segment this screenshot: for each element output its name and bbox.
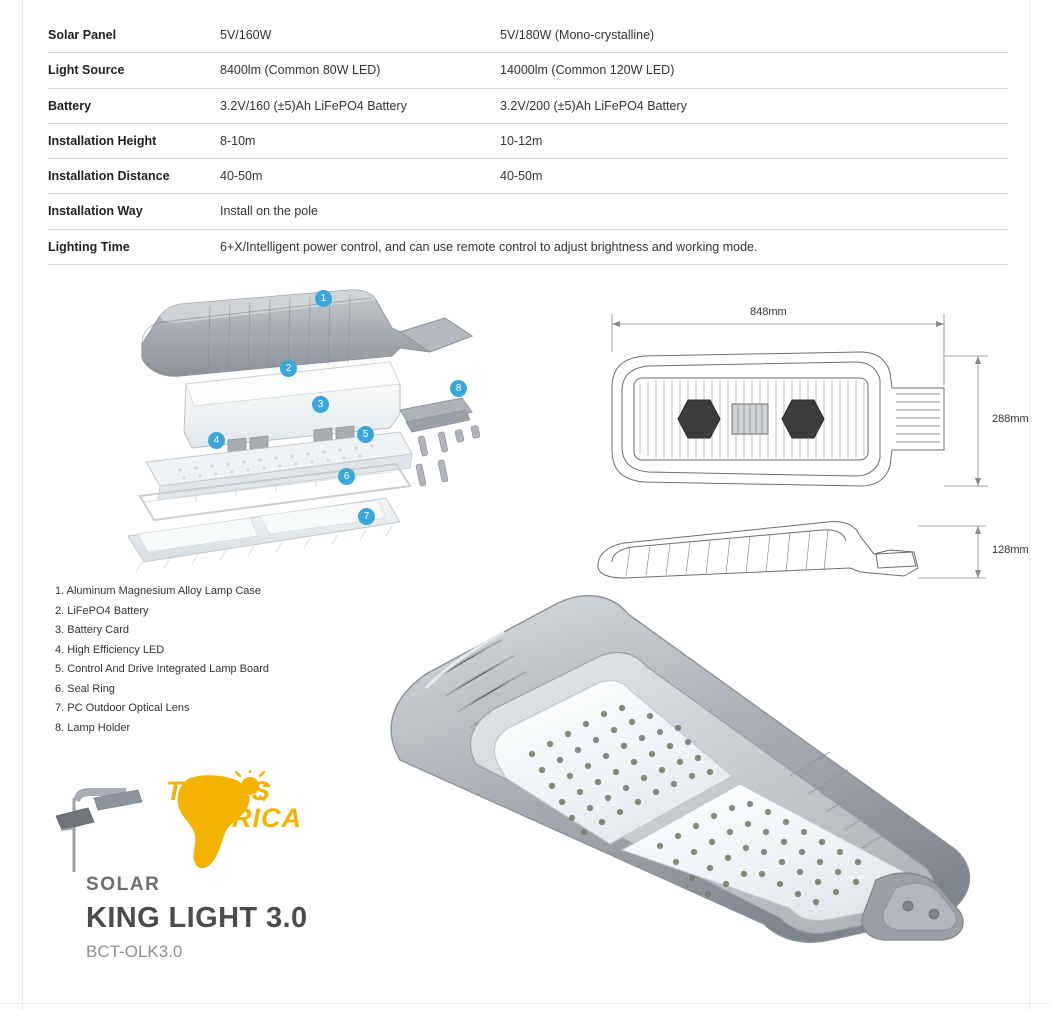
spec-label: Installation Distance [48, 169, 170, 183]
side-view [598, 522, 918, 578]
dimension-depth-label: 128mm [992, 544, 1029, 556]
list-item: 3. Battery Card [55, 624, 129, 636]
table-row [48, 229, 1008, 264]
spec-value-col2: 40-50m [500, 169, 543, 183]
depth-dimension [918, 526, 986, 578]
specification-table [48, 18, 1008, 265]
page-left-rule [22, 0, 23, 1010]
product-photo [360, 588, 1010, 948]
callout-5: 5 [357, 426, 374, 443]
table-row [48, 123, 1008, 158]
lens-detail [678, 400, 824, 438]
spec-value-col2: 14000lm (Common 120W LED) [500, 63, 675, 78]
table-row [48, 194, 1008, 229]
brand-logo [166, 778, 302, 832]
list-item: 6. Seal Ring [55, 682, 115, 695]
part-optical-lens [128, 498, 400, 572]
spec-value-col1: 8-10m [220, 133, 256, 148]
spec-value-col1: 8400lm (Common 80W LED) [220, 63, 381, 78]
spec-label: Light Source [48, 63, 125, 78]
dimension-drawings [560, 300, 1030, 600]
exploded-diagram [100, 272, 500, 572]
spec-value-col1: 3.2V/160 (±5)Ah LiFePO4 Battery [220, 98, 407, 113]
width-dimension [612, 314, 944, 386]
list-item: 5. Control And Drive Integrated Lamp Board [55, 663, 270, 675]
product-photo-svg [360, 588, 1010, 948]
dimension-height-label: 288mm [992, 413, 1029, 425]
list-item: 1. Aluminum Magnesium Alloy Lamp Case [55, 585, 262, 597]
brand-logo-line2: AFRICA [194, 803, 302, 833]
table-row [48, 18, 1008, 53]
table-row [48, 53, 1008, 88]
brand-logo-line1: TAKO'S [166, 776, 271, 806]
street-lamp-icon [48, 780, 158, 876]
spec-value-col2: 3.2V/200 (±5)Ah LiFePO4 Battery [500, 98, 687, 113]
list-item: 2. LiFePO4 Battery [55, 604, 149, 617]
spec-value-col1: 5V/160W [220, 28, 272, 42]
spec-value-col2: 10-12m [500, 133, 543, 148]
spec-value-col1: 40-50m [220, 169, 263, 183]
part-lamp-case [142, 290, 472, 376]
list-item: 4. High Efficiency LED [55, 643, 165, 656]
spec-label: Battery [48, 98, 92, 113]
dimension-width-label: 848mm [750, 306, 787, 318]
height-dimension [944, 356, 988, 486]
callout-3: 3 [312, 396, 329, 413]
spec-label: Installation Height [48, 133, 157, 148]
product-category: SOLAR [86, 874, 161, 895]
part-screws [416, 425, 480, 486]
parts-legend [55, 582, 385, 738]
spec-label: Solar Panel [48, 28, 117, 42]
spec-value-col2: 5V/180W (Mono-crystalline) [500, 28, 655, 42]
table-row [48, 159, 1008, 194]
table-row [48, 88, 1008, 123]
callout-8: 8 [450, 380, 467, 397]
callout-1: 1 [315, 290, 332, 307]
callout-4: 4 [208, 432, 225, 449]
product-name: KING LIGHT 3.0 [86, 902, 308, 934]
page-bottom-rule [0, 1003, 1052, 1004]
spec-value-wide: Install on the pole [220, 204, 318, 219]
spec-label: Lighting Time [48, 239, 130, 254]
exploded-diagram-svg [100, 272, 500, 572]
dimension-drawings-svg [560, 300, 1030, 600]
callout-2: 2 [280, 360, 297, 377]
list-item: 8. Lamp Holder [55, 721, 131, 734]
list-item: 7. PC Outdoor Optical Lens [55, 702, 190, 714]
spec-label: Installation Way [48, 204, 143, 219]
branding-block [48, 770, 428, 970]
product-model: BCT-OLK3.0 [86, 942, 183, 961]
callout-7: 7 [358, 508, 375, 525]
part-lamp-holder [400, 398, 472, 432]
spec-value-wide: 6+X/Intelligent power control, and can use remote control to adjust brightness and working mode. [220, 239, 758, 254]
callout-6: 6 [338, 468, 355, 485]
